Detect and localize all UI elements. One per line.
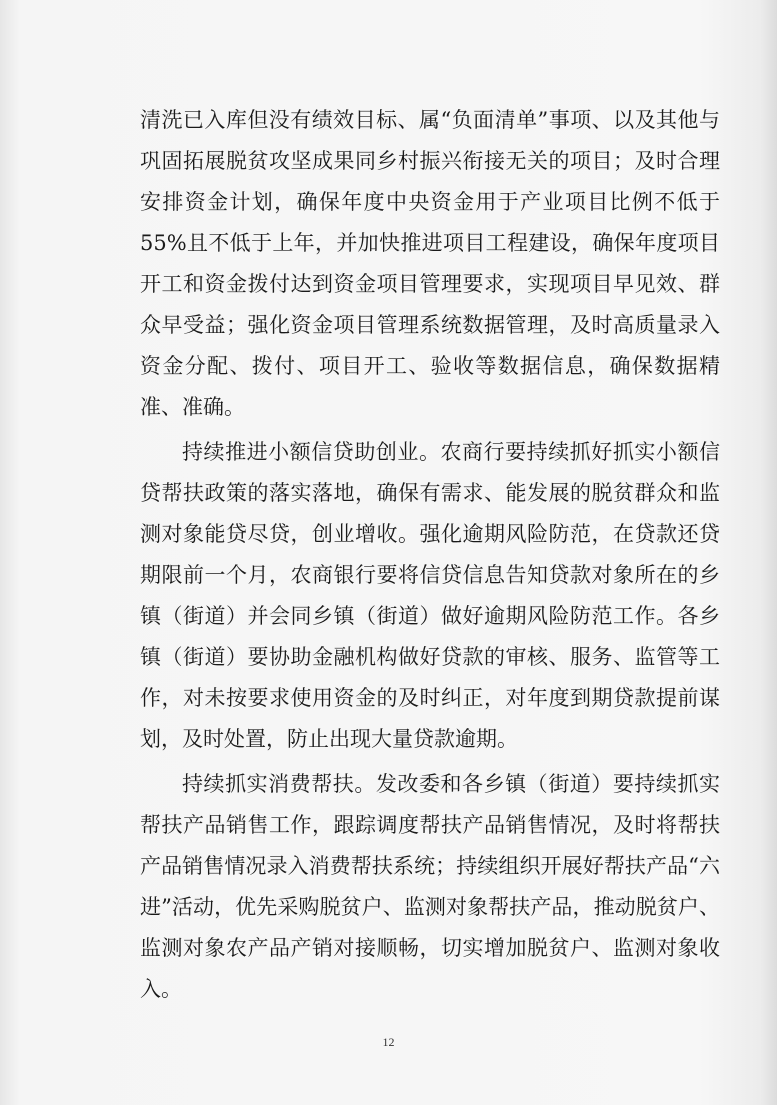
- page-number: 12: [382, 1035, 395, 1049]
- paragraph-microcredit: 持续推进小额信贷助创业。农商行要持续抓好抓实小额信贷帮扶政策的落实落地，确保有需求、能发展的脱贫群众和监测对象能贷尽贷，创业增收。强化逾期风险防范，在贷款还贷期限前一个月，农商银行要将信贷信息告知贷款对象所在的乡镇（街道）并会同乡镇（街道）做好逾期风险防范工作。各乡镇（街道）要协助金融机构做好贷款的审核、服务、监管等工作，对未按要求使用资金的及时纠正，对年度到期贷款提前谋划，及时处置，防止出现大量贷款逾期。: [140, 440, 720, 751]
- paragraph-continuation: 清洗已入库但没有绩效目标、属“负面清单”事项、以及其他与巩固拓展脱贫攻坚成果同乡村振兴衔接无关的项目；及时合理安排资金计划，确保年度中央资金用于产业项目比例不低于55%且不低于上年，并加快推进项目工程建设，确保年度项目开工和资金拨付达到资金项目管理要求，实现项目早见效、群众早受益；强化资金项目管理系统数据管理，及时高质量录入资金分配、拨付、项目开工、验收等数据信息，确保数据精准、准确。: [140, 108, 720, 419]
- body-text: [140, 100, 720, 1010]
- paragraph-consumption-support: 持续抓实消费帮扶。发改委和各乡镇（街道）要持续抓实帮扶产品销售工作，跟踪调度帮扶产品销售情况，及时将帮扶产品销售情况录入消费帮扶系统；持续组织开展好帮扶产品“六进”活动，优先采购脱贫户、监测对象帮扶产品，推动脱贫户、监测对象农产品产销对接顺畅，切实增加脱贫户、监测对象收入。: [140, 772, 720, 1001]
